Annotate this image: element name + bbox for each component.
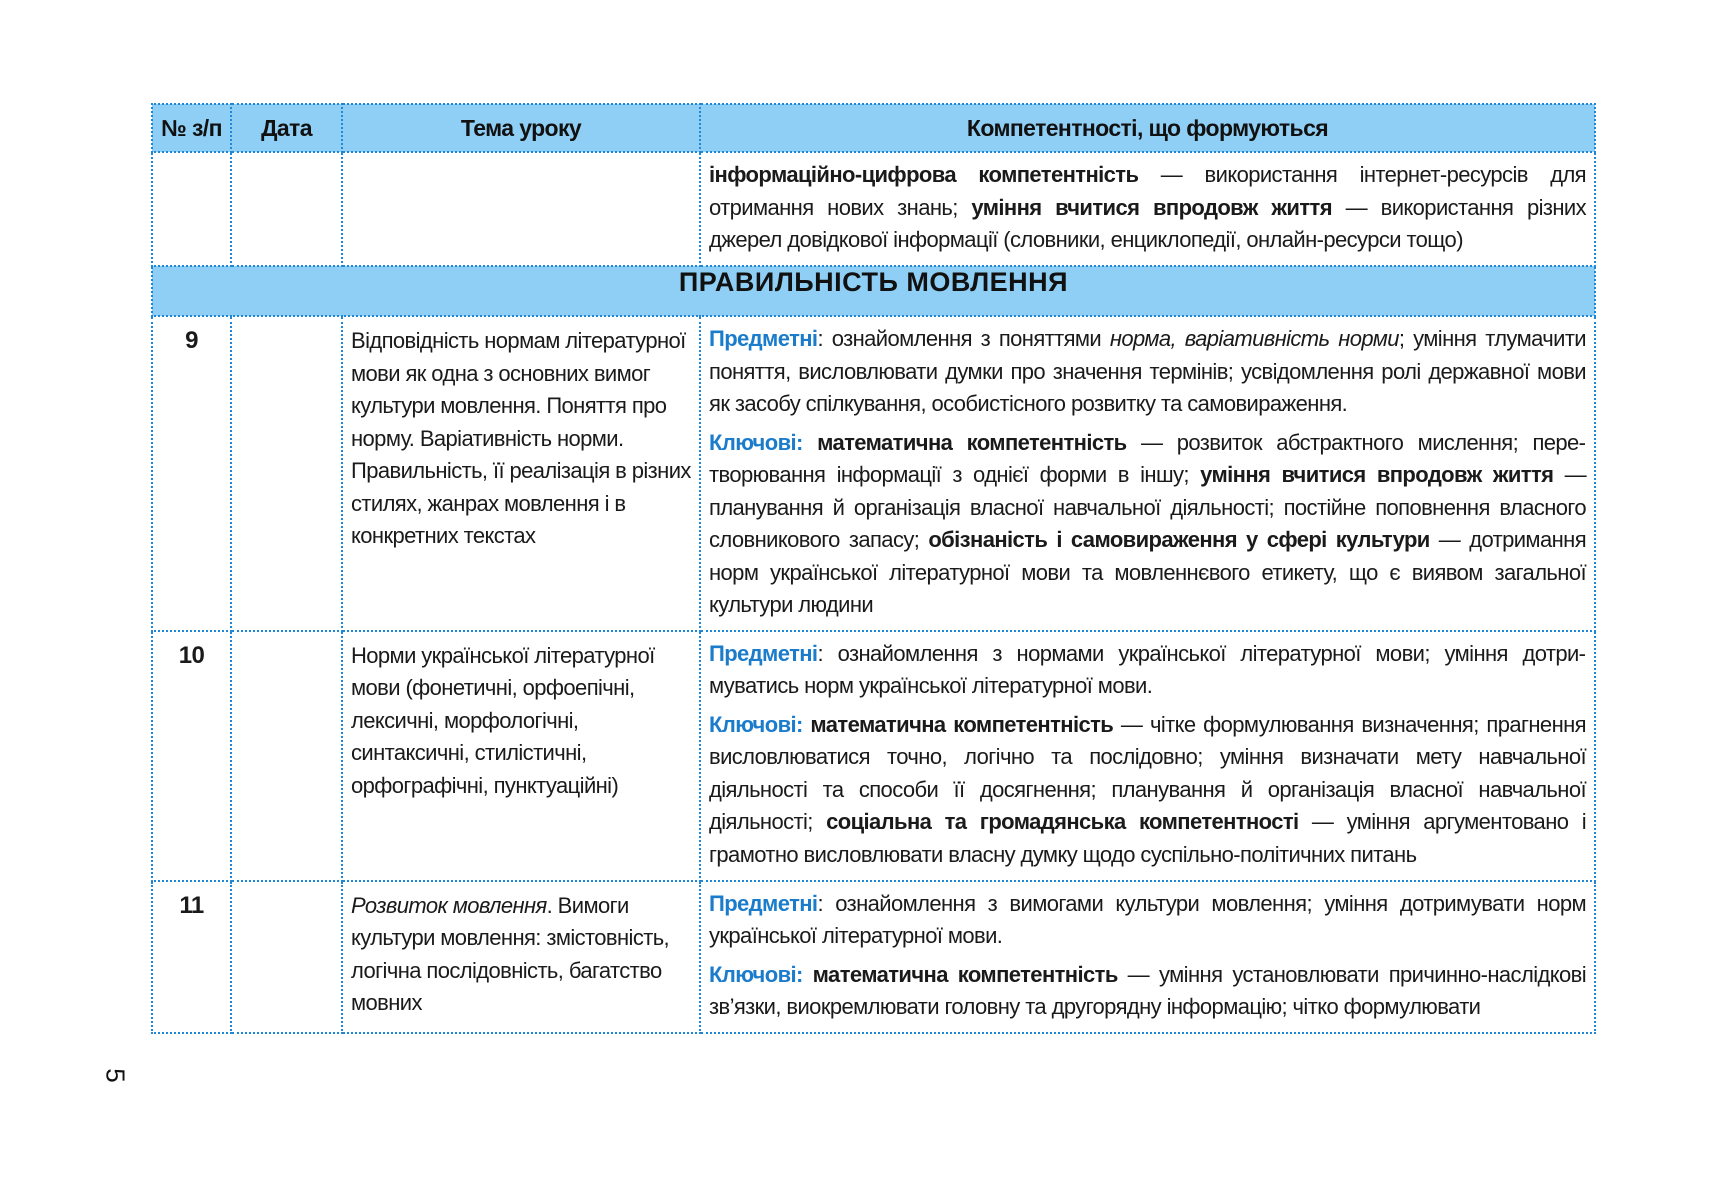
row-date (231, 631, 342, 881)
competence-label: Предметні (709, 640, 818, 666)
text-segment: — чітке формулювання визначення; прагнення висловлюватися точно, логічно та послідовно; уміння визначати мету навчальної діяльності та способи її досягнення; планування й організація власної навчальної діяльності; (709, 711, 1586, 834)
text-segment: Розвиток мовлення (351, 892, 547, 918)
competence-label: Ключові: (709, 429, 803, 455)
text-segment: : ознайомлення з нормами української літературної мови; уміння дотримуватись норм української літературної мови. (709, 640, 1586, 698)
text-segment: Відповідність нормам літературної мови як одна з основних вимог культури мовлення. Поняття про норму. Варіативність норми. Правильність, її реалізація в різних стилях, жанрах мовлення і в конкретних текстах (351, 328, 691, 548)
row-num: 9 (152, 316, 231, 631)
row-date (231, 316, 342, 631)
continued-row (152, 152, 1595, 266)
row-num: 11 (152, 881, 231, 1033)
text-segment: обізнаність і самовираження у сфері культури (928, 527, 1430, 552)
text-segment: уміння вчитися впродовж життя (971, 194, 1332, 220)
continued-date-cell (231, 152, 342, 266)
text-segment: ; уміння тлумачити поняття, висловлювати думки про значення термінів; усвідомлення ролі державної мови як засобу спілкування, особистісного розвитку та самовираження. (709, 326, 1586, 416)
lesson-plan-table (151, 103, 1596, 1034)
subject-competences (709, 638, 1586, 703)
text-segment: інформаційно-цифрова компетентність (709, 162, 1139, 187)
row-date (231, 881, 342, 1033)
text-segment: — використання різних джерел довідкової інформації (словники, енциклопедії, онлайн-ресурси тощо) (709, 194, 1586, 252)
row-topic (342, 881, 700, 1033)
competence-label: Ключові: (709, 961, 803, 987)
row-competences (700, 316, 1595, 631)
continued-num-cell (152, 152, 231, 266)
text-segment: — розвиток абстрактного мислення; перетворювання інформації з однієї форми в іншу; (709, 429, 1586, 487)
text-segment: . Вимоги культури мовлення: змістовність, логічна послідовність, багатство мовних (351, 892, 670, 1015)
table-row (152, 631, 1595, 881)
row-competences (700, 881, 1595, 1033)
text-segment: — уміння установлювати причинно-наслідкові зв’язки, виокремлювати головну та другорядну інформацію; чітко формулювати (709, 961, 1587, 1019)
table-row (152, 316, 1595, 631)
page-number: 5 (100, 1068, 131, 1083)
key-competences (709, 427, 1586, 622)
text-segment: математична компетентність (817, 429, 1127, 455)
table-row (152, 881, 1595, 1033)
continued-competences-cell (700, 152, 1595, 266)
key-competences (709, 709, 1586, 872)
header-competences: Компетентності, що формуються (700, 104, 1595, 152)
text-segment: Норми української літературної мови (фонетичні, орфоепічні, лексичні, морфологічні, синтаксичні, стилістичні, орфографічні, пунктуаційні) (351, 642, 655, 798)
continued-paragraph (709, 159, 1586, 257)
header-row (152, 104, 1595, 152)
text-segment: соціальна та громадянська компетентності (826, 809, 1299, 834)
section-title: ПРАВИЛЬНІСТЬ МОВЛЕННЯ (152, 266, 1595, 316)
key-competences (709, 959, 1586, 1024)
row-competences (700, 631, 1595, 881)
text-segment: — планування й організація власної навчальної діяльності; постійне поповнення власного словникового запасу; (709, 462, 1586, 552)
subject-competences (709, 888, 1586, 953)
subject-competences (709, 323, 1586, 421)
text-segment: уміння вчитися впродовж життя (1200, 462, 1554, 487)
text-segment (803, 430, 817, 455)
text-segment: — використання інтернет-ресурсів для отримання нових знань; (709, 162, 1586, 220)
text-segment (803, 962, 813, 987)
text-segment: : ознайомлення з поняттями (817, 326, 1110, 351)
competence-label: Предметні (709, 326, 818, 351)
header-date: Дата (231, 104, 342, 152)
continued-topic-cell (342, 152, 700, 266)
text-segment: : ознайомлення з вимогами культури мовлення; уміння дотримувати норм української літературної мови. (709, 890, 1586, 948)
competence-label: Ключові: (709, 711, 803, 737)
text-segment: — уміння аргументовано і грамотно висловлювати власну думку щодо суспільно-політичних питань (709, 809, 1586, 867)
row-topic (342, 316, 700, 631)
header-topic: Тема уроку (342, 104, 700, 152)
row-topic (342, 631, 700, 881)
text-segment: математична компетентність (810, 711, 1114, 737)
text-segment: — дотримання норм української літературної мови та мовленнєвого етикету, що є виявом загальної культури людини (709, 527, 1587, 617)
competence-label: Предметні (709, 890, 818, 916)
text-segment: норма, варіативність норми (1109, 326, 1399, 351)
text-segment: математична компетентність (812, 961, 1118, 987)
row-num: 10 (152, 631, 231, 881)
header-num: № з/п (152, 104, 231, 152)
section-row (152, 266, 1595, 316)
